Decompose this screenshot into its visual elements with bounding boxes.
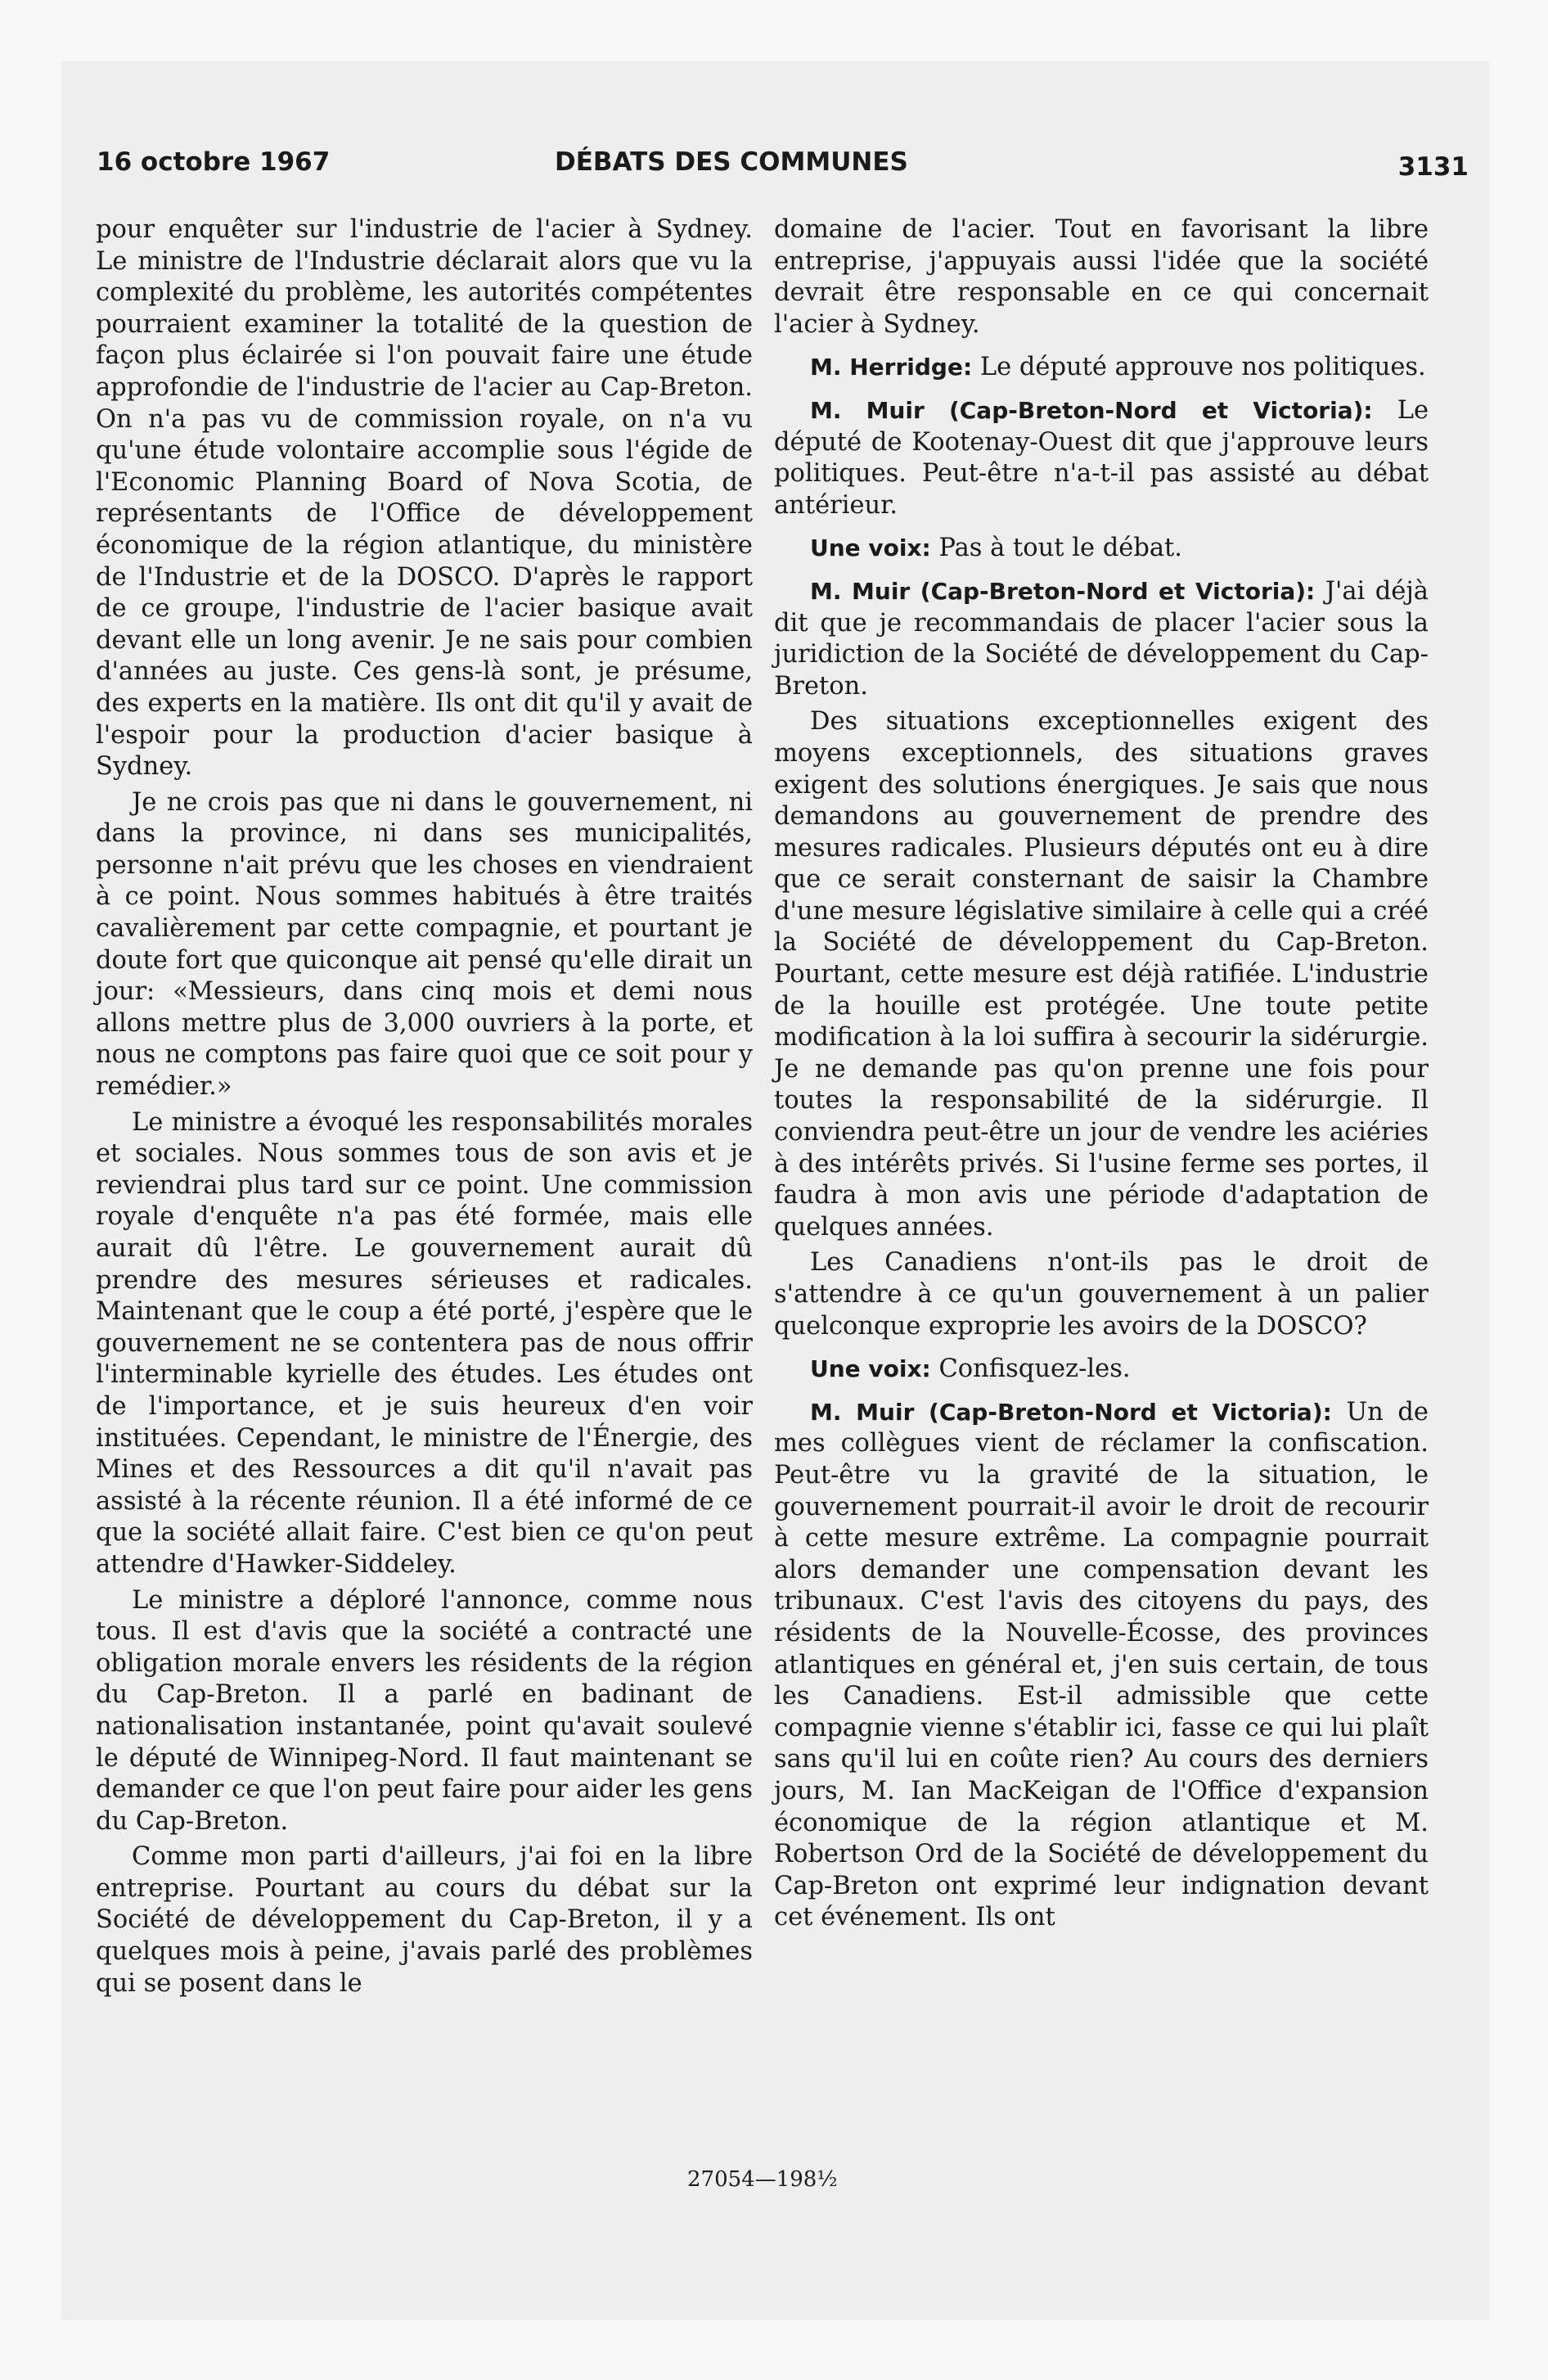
speaker-name: M. Muir (Cap-Breton-Nord et Victoria): (810, 396, 1373, 424)
paragraph: Comme mon parti d'ailleurs, j'ai foi en la libre entreprise. Pourtant au cours du débat sur la Société de développement du Cap-Breton, il y a quelques mois à peine, j'avais parlé des problèmes qui se posent dans le (96, 1842, 753, 1998)
speech (774, 395, 1429, 521)
paragraph: Les Canadiens n'ont-ils pas le droit de s'attendre à ce qu'un gouvernement à un palier quelconque exproprie les avoirs de la DOSCO? (774, 1248, 1429, 1341)
speaker-name: M. Herridge: (810, 354, 973, 381)
left-column (96, 214, 753, 2004)
paragraph: Le ministre a déploré l'annonce, comme nous tous. Il est d'avis que la société a contracté une obligation morale envers les résidents de la région du Cap-Breton. Il a parlé en badinant de nationalisation instantanée, point qu'avait soulevé le député de Winnipeg-Nord. Il faut maintenant se demander ce que l'on peut faire pour aider les gens du Cap-Breton. (96, 1585, 753, 1836)
page-footer-code: 27054—198½ (687, 2167, 838, 2192)
speaker-name: Une voix: (810, 534, 931, 562)
speaker-name: Une voix: (810, 1355, 931, 1383)
speech (774, 533, 1429, 565)
speaker-name: M. Muir (Cap-Breton-Nord et Victoria): (810, 577, 1316, 605)
speech-text: Confisquez-les. (938, 1355, 1131, 1384)
speech (774, 352, 1429, 384)
speech-text: Le député approuve nos politiques. (979, 353, 1426, 382)
paragraph: Des situations exceptionnelles exigent des moyens exceptionnels, des situations graves exigent des solutions énergiques. Je sais que nous demandons au gouvernement de prendre des mesures radicales. Plusieurs députés ont eu à dire que ce serait consternant de saisir la Chambre d'une mesure législative similaire à celle qui a créé la Société de développement du Cap-Breton. Pourtant, cette mesure est déjà ratifiée. L'industrie de la houille est protégée. Une toute petite modification à la loi suffira à secourir la sidérurgie. Je ne demande pas qu'on prenne une fois pour toutes la responsabilité de la sidérurgie. Il conviendra peut-être un jour de vendre les aciéries à des intérêts privés. Si l'usine ferme ses portes, il faudra à mon avis une période d'adaptation de quelques années. (774, 707, 1429, 1242)
paragraph: domaine de l'acier. Tout en favorisant la libre entreprise, j'appuyais aussi l'idée que la société devrait être responsable en ce qui concernait l'acier à Sydney. (774, 215, 1429, 339)
paragraph: Je ne crois pas que ni dans le gouvernement, ni dans la province, ni dans ses municipalités, personne n'ait prévu que les choses en viendraient à ce point. Nous sommes habitués à être traités cavalièrement par cette compagnie, et pourtant je doute fort que quiconque ait pensé qu'elle dirait un jour: «Messieurs, dans cinq mois et demi nous allons mettre plus de 3,000 ouvriers à la porte, et nous ne comptons pas faire quoi que ce soit pour y remédier.» (96, 787, 753, 1102)
speaker-name: M. Muir (Cap-Breton-Nord et Victoria): (810, 1398, 1332, 1426)
speech-text: Un de mes collègues vient de réclamer la confiscation. Peut-être vu la gravité de la situation, le gouvernement pourrait-il avoir le droit de recourir à cette mesure extrême. La compagnie pourrait alors demander une compensation devant les tribunaux. C'est l'avis des citoyens du pays, des résidents de la Nouvelle-Écosse, des provinces atlantiques en général et, j'en suis certain, de tous les Canadiens. Est-il admissible que cette compagnie vienne s'établir ici, fasse ce qui lui plaît sans qu'il lui en coûte rien? Au cours des derniers jours, M. Ian MacKeigan de l'Office d'expansion économique de la région atlantique et M. Robertson Ord de la Société de développement du Cap-Breton ont exprimé leur indignation devant cet événement. Ils ont (774, 1397, 1429, 1932)
paragraph: Le ministre a évoqué les responsabilités morales et sociales. Nous sommes tous de son avis et je reviendrai plus tard sur ce point. Une commission royale d'enquête n'a pas été formée, mais elle aurait dû l'être. Le gouvernement aurait dû prendre des mesures sérieuses et radicales. Maintenant que le coup a été porté, j'espère que le gouvernement ne se contentera pas de nous offrir l'interminable kyrielle des études. Les études ont de l'importance, et je suis heureux d'en voir instituées. Cependant, le ministre de l'Énergie, des Mines et des Ressources a dit qu'il n'avait pas assisté à la récente réunion. Il a été informé de ce que la société allait faire. C'est bien ce qu'on peut attendre d'Hawker-Siddeley. (96, 1107, 753, 1579)
speech-text: Le député de Kootenay-Ouest dit que j'approuve leurs politiques. Peut-être n'a-t-il pas assisté au débat antérieur. (774, 395, 1429, 520)
speech-text: J'ai déjà dit que je recommandais de placer l'acier sous la juridiction de la Société de développement du Cap-Breton. (774, 576, 1429, 701)
header-date: 16 octobre 1967 (97, 147, 331, 177)
header-title: DÉBATS DES COMMUNES (555, 147, 908, 177)
speech (774, 576, 1429, 702)
paragraph: pour enquêter sur l'industrie de l'acier à Sydney. Le ministre de l'Industrie déclarait alors que vu la complexité du problème, les autorités compétentes pourraient examiner la totalité de la question de façon plus éclairée si l'on pouvait faire une étude approfondie de l'industrie de l'acier au Cap-Breton. On n'a pas vu de commission royale, on n'a vu qu'une étude volontaire accomplie sous l'égide de l'Economic Planning Board of Nova Scotia, de représentants de l'Office de développement économique de la région atlantique, du ministère de l'Industrie et de la DOSCO. D'après le rapport de ce groupe, l'industrie de l'acier basique avait devant elle un long avenir. Je ne sais pour combien d'années au juste. Ces gens-là sont, je présume, des experts en la matière. Ils ont dit qu'il y avait de l'espoir pour la production d'acier basique à Sydney. (96, 215, 753, 782)
speech-text: Pas à tout le débat. (938, 534, 1182, 563)
page-header (97, 147, 1469, 188)
speech (774, 1354, 1429, 1386)
right-column (774, 214, 1429, 1938)
page-number: 3131 (1397, 152, 1469, 182)
speech (774, 1397, 1429, 1934)
